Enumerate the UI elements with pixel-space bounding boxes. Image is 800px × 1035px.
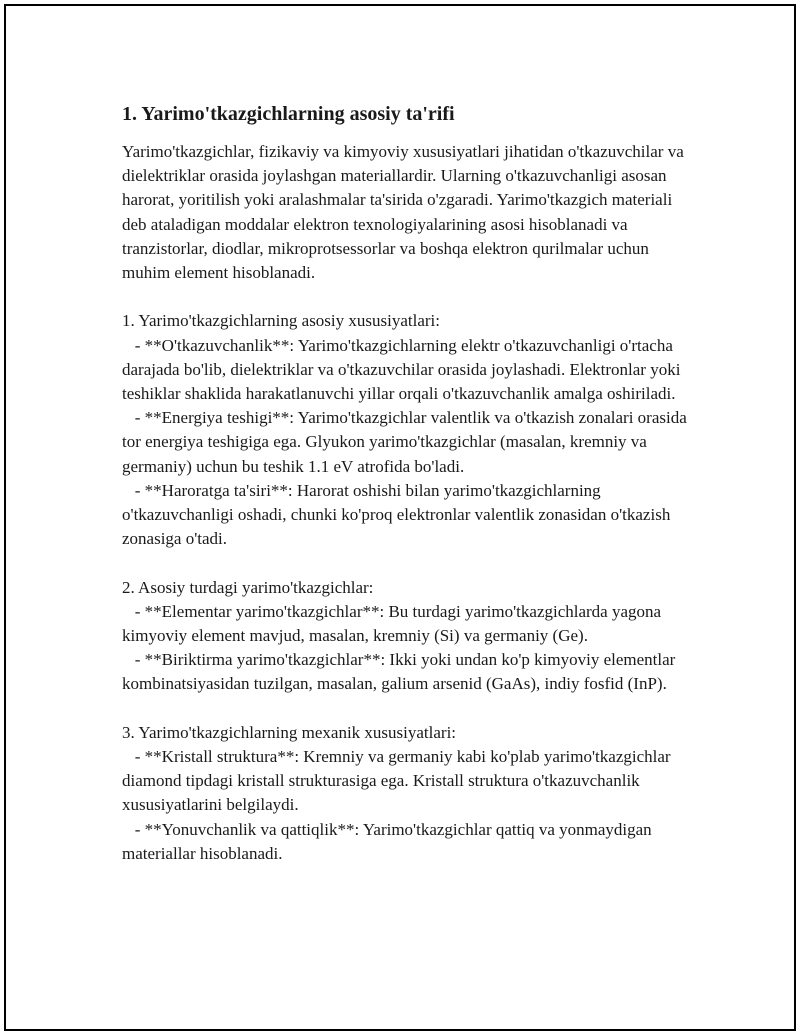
list-item: - **Kristall struktura**: Kremniy va germaniy kabi ko'plab yarimo'tkazgichlar diamond tipdagi kristall strukturasiga ega. Kristall struktura o'tkazuvchanlik xususiyatlarini belgilaydi. bbox=[122, 747, 675, 815]
section-heading: 2. Asosiy turdagi yarimo'tkazgichlar: bbox=[122, 577, 374, 597]
list-item: - **Haroratga ta'siri**: Harorat oshishi bilan yarimo'tkazgichlarning o'tkazuvchanligi oshadi, chunki ko'proq elektronlar valentlik zonasidan o'tkazish zonasiga o'tadi. bbox=[122, 480, 675, 549]
section-types bbox=[122, 576, 692, 697]
list-item: - **Biriktirma yarimo'tkazgichlar**: Ikki yoki undan ko'p kimyoviy elementlar kombinatsiyasidan tuzilgan, masalan, galium arsenid (GaAs), indiy fosfid (InP). bbox=[122, 650, 680, 694]
list-item: - **Elementar yarimo'tkazgichlar**: Bu turdagi yarimo'tkazgichlarda yagona kimyoviy element mavjud, masalan, kremniy (Si) va germaniy (Ge). bbox=[122, 601, 666, 646]
document-title: 1. Yarimo'tkazgichlarning asosiy ta'rifi bbox=[122, 103, 455, 125]
paragraph-gap bbox=[122, 697, 692, 721]
intro-paragraph: Yarimo'tkazgichlar, fizikaviy va kimyoviy xususiyatlari jihatidan o'tkazuvchilar va dielektriklar orasida joylashgan materiallardir. Ularning o'tkazuvchanligi asosan harorat, yoritilish yoki aralashmalar ta'sirida o'zgaradi. Yarimo'tkazgich materiali deb ataladigan moddalar elektron texnologiyalarining asosi hisoblanadi va tranzistorlar, diodlar, mikroprotsessorlar va boshqa elektron qurilmalar uchun muhim element hisoblanadi. bbox=[122, 142, 688, 283]
list-item: - **Energiya teshigi**: Yarimo'tkazgichlar valentlik va o'tkazish zonalari orasida tor energiya teshigiga ega. Glyukon yarimo'tkazgichlar (masalan, kremniy va germaniy) uchun bu teshik 1.1 eV atrofida bo'ladi. bbox=[122, 408, 692, 476]
section-mechanical bbox=[122, 721, 692, 866]
paragraph-gap bbox=[122, 285, 692, 309]
list-item: - **Yonuvchanlik va qattiqlik**: Yarimo'tkazgichlar qattiq va yonmaydigan materiallar hisoblanadi. bbox=[122, 819, 656, 863]
section-properties bbox=[122, 309, 692, 551]
section-heading: 3. Yarimo'tkazgichlarning mexanik xususiyatlari: bbox=[122, 722, 457, 742]
section-heading: 1. Yarimo'tkazgichlarning asosiy xususiyatlari: bbox=[122, 311, 440, 331]
paragraph-gap bbox=[122, 551, 692, 575]
page-frame bbox=[4, 4, 796, 1031]
list-item: - **O'tkazuvchanlik**: Yarimo'tkazgichlarning elektr o'tkazuvchanligi o'rtacha darajada bo'lib, dielektriklar va o'tkazuvchilar orasida joylashadi. Elektronlar yoki teshiklar shaklida harakatlanuvchi yillar orqali o'tkazuvchanlik amalga oshiriladi. bbox=[122, 335, 685, 404]
document-content bbox=[122, 100, 692, 866]
